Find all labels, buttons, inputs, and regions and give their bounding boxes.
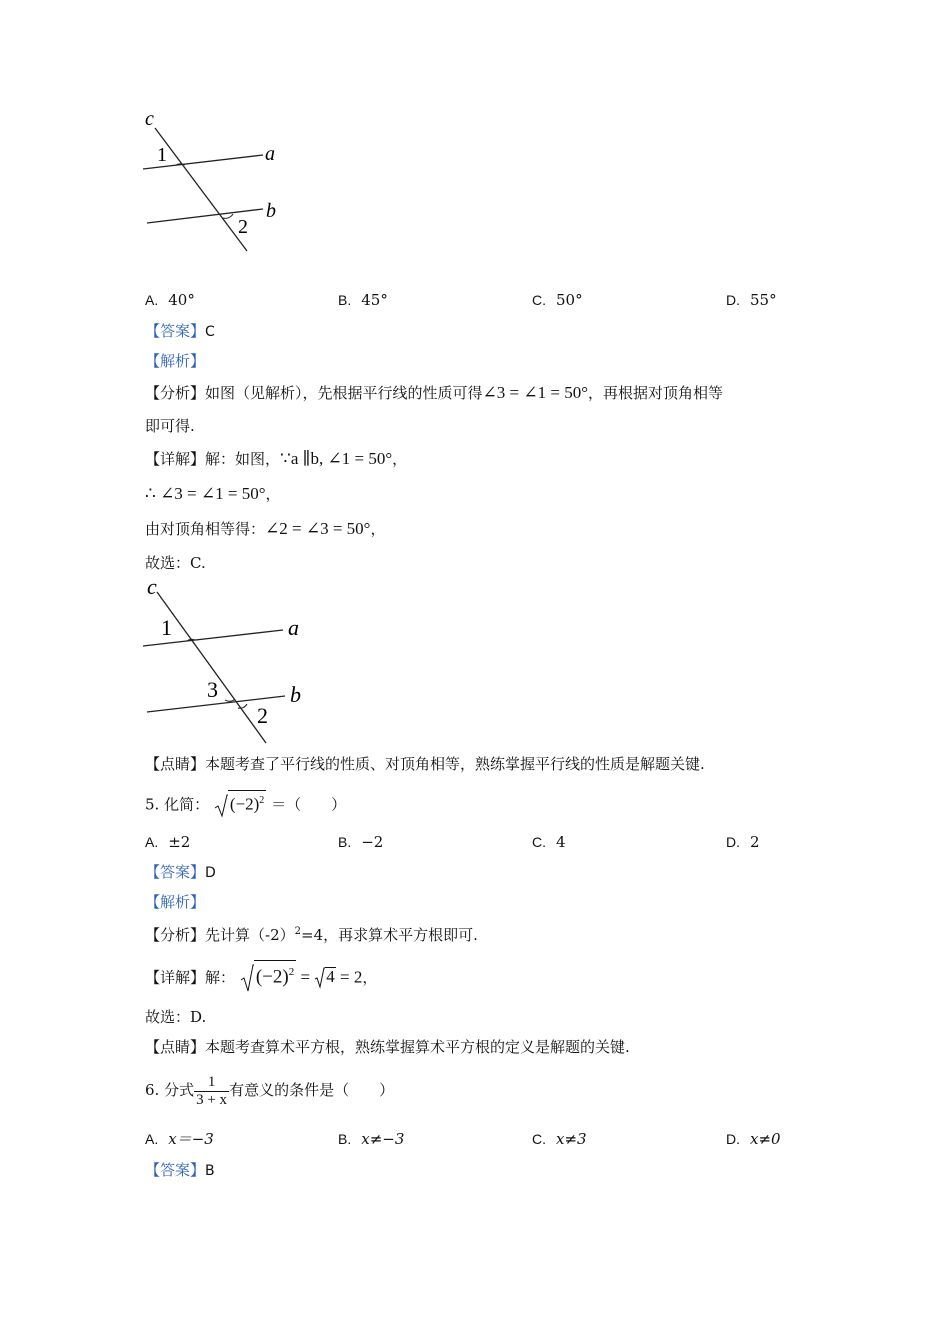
q6-number: 6. 分式 [145,1081,195,1099]
option-key: D. [726,1131,740,1147]
option-text: x≠3 [556,1130,587,1148]
x-eq2: = 2 [335,967,363,987]
q5-select: 故选：D. [145,1008,207,1026]
fenxi-text-post: ，再根据对顶角相等 [588,384,724,402]
q4-fenxi [145,383,723,403]
q4-option-b [338,290,388,310]
option-text: 50° [556,291,583,309]
label-b: b [266,200,276,222]
option-key: D. [726,292,740,308]
option-text: −2 [361,833,384,851]
dianjing-tag: 【点睛】 [145,755,206,773]
label-c: c [145,108,154,130]
q6-option-b [338,1129,404,1149]
angle-2-arc [223,214,233,218]
q5-option-d [726,832,760,852]
q6-option-d [726,1129,781,1149]
option-text: 2 [750,833,760,851]
dianjing-text: 本题考查算术平方根，熟练掌握算术平方根的定义是解题的关键. [205,1038,630,1056]
option-text: 55° [750,291,777,309]
x-eq1: = [296,967,315,987]
q5-number: 5. 化简： [145,795,210,814]
q5-option-a [145,832,190,852]
step2-post: ， [265,485,281,503]
figure-parallel-lines-1 [135,105,305,255]
option-key: B. [338,292,352,308]
xiangjie-text: 解：如图， [205,450,281,468]
q6-fraction [194,1074,229,1109]
line-c [155,128,247,251]
option-key: C. [532,292,546,308]
q6-tail: 有意义的条件是（ ） [229,1081,395,1099]
label-3: 3 [207,677,218,702]
label-1: 1 [161,615,172,640]
sqrt-sign-icon [214,794,228,818]
step3-math: ∠2 = ∠3 = 50° [265,519,371,538]
answer-value: D [205,865,216,881]
fenxi-text-b: =4，再求算术平方根即可. [301,926,478,944]
q6-stem [145,1068,394,1112]
answer-value: C [205,324,215,340]
option-key: A. [145,292,159,308]
option-key: B. [338,1131,352,1147]
q4-option-c [532,290,583,310]
option-text: x＝−3 [168,1130,214,1148]
q5-jiexi: 【解析】 [145,893,206,911]
answer-value: B [205,1163,215,1179]
answer-tag: 【答案】 [145,1161,206,1179]
fenxi-tag: 【分析】 [145,926,206,944]
dianjing-tag: 【点睛】 [145,1038,206,1056]
x-rad4: 4 [326,967,335,987]
label-a: a [265,143,275,165]
answer-tag: 【答案】 [145,863,206,881]
x-radicand: (−2) [255,966,289,988]
label-a: a [288,615,299,640]
xiangjie-post: ， [362,968,378,987]
step3-text: 由对顶角相等得： [145,520,266,538]
q4-xiangjie [145,449,407,469]
option-key: C. [532,834,546,850]
step2-math: ∴ ∠3 = ∠1 = 50° [145,484,266,503]
q5-option-b [338,832,383,852]
q4-fenxi-line2: 即可得. [145,417,195,435]
fenxi-text: 先计算（-2） [205,926,295,944]
q4-option-d [726,290,777,310]
q4-dianjing [145,754,705,774]
fraction-numerator: 1 [207,1073,216,1090]
q5-tail: ＝（ ） [271,795,347,814]
sqrt-sign-icon [314,967,325,989]
xiangjie-text: 解： [205,968,236,987]
option-key: A. [145,834,159,850]
label-2: 2 [257,703,268,728]
sqrt-sign-icon [240,963,254,993]
fenxi-sup: 2 [294,926,302,937]
angle-3-arc [225,699,235,701]
option-key: D. [726,834,740,850]
q4-answer [145,321,215,342]
xiangjie-tag: 【详解】 [145,968,206,987]
xiangjie-post: ， [392,450,408,468]
q5-radicand: (−2) [229,794,260,814]
xiangjie-tag: 【详解】 [145,450,206,468]
label-b: b [290,682,301,707]
q5-xiangjie [145,960,377,990]
fenxi-tag: 【分析】 [145,384,206,402]
fenxi-text: 如图（见解析），先根据平行线的性质可得 [205,384,483,402]
dianjing-text: 本题考查了平行线的性质、对顶角相等，熟练掌握平行线的性质是解题关键. [205,755,705,773]
q4-jiexi: 【解析】 [145,352,206,370]
label-1: 1 [157,144,167,166]
label-c: c [147,574,157,599]
answer-tag: 【答案】 [145,322,206,340]
q5-fenxi [145,922,478,945]
fenxi-math: ∠3 = ∠1 = 50° [482,383,588,402]
option-text: 40° [168,291,195,309]
q4-option-a [145,290,195,310]
q6-answer [145,1160,215,1181]
option-text: 45° [361,291,388,309]
option-key: C. [532,1131,546,1147]
q5-answer [145,862,216,883]
xiangjie-math: ∵a ∥b, ∠1 = 50° [280,449,393,468]
q5-exponent: 2 [259,795,265,806]
option-key: A. [145,1131,159,1147]
option-text: x≠0 [750,1130,781,1148]
option-text: ±2 [168,833,191,851]
x-exponent: 2 [288,966,295,978]
q5-stem [145,790,346,814]
q5-dianjing [145,1037,630,1057]
q6-option-c [532,1129,587,1149]
label-2: 2 [238,216,248,238]
q4-step3 [145,519,386,539]
q6-option-a [145,1129,214,1149]
fraction-denominator: 3 + x [196,1091,228,1108]
line-c [157,592,266,743]
option-text: 4 [556,833,566,851]
q4-select: 故选：C. [145,554,206,572]
option-key: B. [338,834,352,850]
q4-step2 [145,484,281,504]
q5-option-c [532,832,566,852]
option-text: x≠−3 [361,1130,405,1148]
step3-post: ， [370,520,386,538]
figure-parallel-lines-2 [135,572,320,752]
